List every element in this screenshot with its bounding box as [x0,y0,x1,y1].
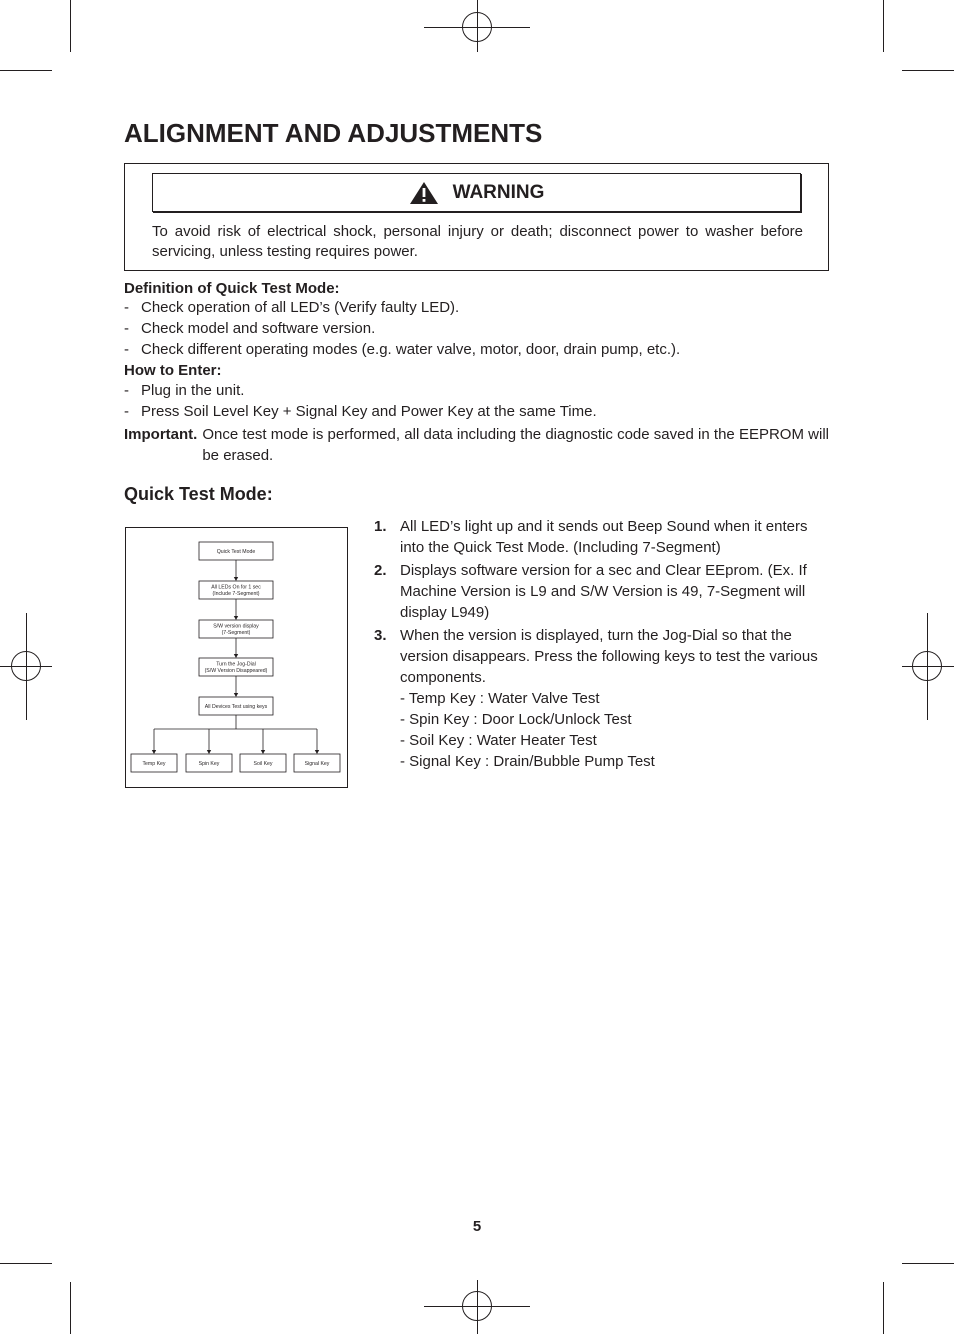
warning-triangle-icon [409,181,439,205]
flow-arrowhead [315,750,319,754]
warning-box [124,163,829,271]
how-to-enter-item-text: Plug in the unit. [141,382,245,399]
important-label: Important. [124,426,198,443]
page-number: 5 [472,1218,482,1235]
step-number: 1. [374,518,387,535]
step-number: 3. [374,627,387,644]
quick-test-heading: Quick Test Mode: [124,484,273,504]
flow-arrowhead [152,750,156,754]
step-text: When the version is displayed, turn the Jog-Dial so that the version disappears. Press the following keys to test the various components. [400,627,818,686]
important-note [124,424,829,466]
flow-arrowhead [234,616,238,620]
key-test-line: - Spin Key : Door Lock/Unlock Test [400,711,632,728]
definition-item-text: Check different operating modes (e.g. water valve, motor, door, drain pump, etc.). [141,341,681,358]
definition-item-text: Check model and software version. [141,320,376,337]
flow-node-label: Turn the Jog-Dial [216,661,256,668]
flow-node-label: (Include 7-Segment) [212,591,260,597]
how-to-enter-heading: How to Enter: [124,362,222,379]
important-text: Once test mode is performed, all data including the diagnostic code saved in the EEPROM will be erased. [202,426,829,464]
flowchart-diagram [126,528,347,787]
quick-test-steps [374,516,829,774]
warning-text: To avoid risk of electrical shock, personal injury or death; disconnect power to washer before servicing, unless testing requires power. [152,223,803,260]
flow-arrowhead [234,693,238,697]
flow-arrowhead [261,750,265,754]
flow-node-label: (S/W Version Disappeared) [204,668,268,674]
key-test-line: - Signal Key : Drain/Bubble Pump Test [400,753,655,770]
page-title: ALIGNMENT AND ADJUSTMENTS [124,118,543,148]
flow-key-label: Temp Key [142,761,166,767]
flow-node-label: Quick Test Mode [216,549,256,555]
flow-key-label: Signal Key [304,761,330,767]
warning-label: WARNING [452,181,545,203]
step-text: All LED’s light up and it sends out Beep Sound when it enters into the Quick Test Mode. (Including 7-Segment) [400,518,808,556]
step-item [374,560,829,623]
flowchart [125,527,348,788]
step-item [374,625,829,772]
how-to-enter-item-text: Press Soil Level Key + Signal Key and Power Key at the same Time. [141,403,597,420]
definition-item-text: Check operation of all LED’s (Verify faulty LED). [141,299,460,316]
warning-header [152,173,801,212]
definition-item: - Check operation of all LED’s (Verify faulty LED). [124,299,460,316]
key-test-line: - Temp Key : Water Valve Test [400,690,600,707]
definition-heading: Definition of Quick Test Mode: [124,280,340,297]
step-item [374,516,829,558]
definition-item: - Check model and software version. [124,320,376,337]
flow-key-label: Soil Key [253,761,273,767]
flow-arrowhead [207,750,211,754]
flow-node-label: S/W version display [213,623,259,630]
key-test-line: - Soil Key : Water Heater Test [400,732,597,749]
flow-node-label: All Devices Test using keys [204,704,268,710]
definition-item: - Check different operating modes (e.g. water valve, motor, door, drain pump, etc.). [124,341,681,358]
flow-node-label: (7-Segment) [221,630,251,636]
how-to-enter-item: - Plug in the unit. [124,382,245,399]
step-text: Displays software version for a sec and Clear EEprom. (Ex. If Machine Version is L9 and S/W Version is 49, 7-Segment will display L949) [400,562,807,621]
flow-arrowhead [234,577,238,581]
step-number: 2. [374,562,387,579]
flow-node-label: All LEDs On for 1 sec [211,584,261,591]
flow-arrowhead [234,654,238,658]
how-to-enter-item: - Press Soil Level Key + Signal Key and Power Key at the same Time. [124,403,597,420]
flow-key-label: Spin Key [198,761,220,767]
